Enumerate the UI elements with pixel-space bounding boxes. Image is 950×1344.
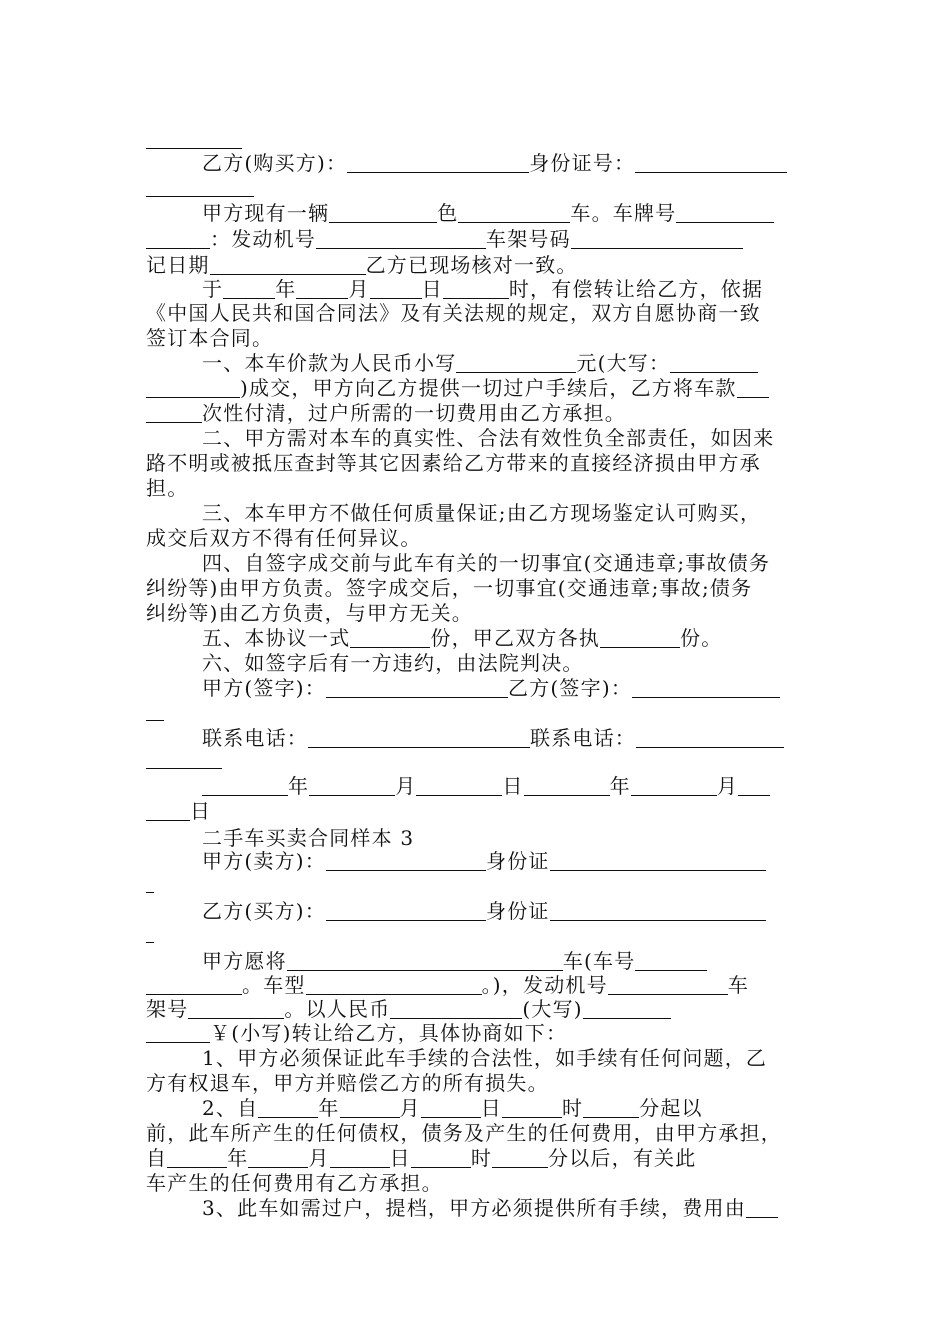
transfer-line: 甲方愿将 车(车号 [202,948,808,974]
blank-line [146,148,242,149]
signature-line: 甲方(签字)： 乙方(签字)： [202,675,808,701]
phone-line: 联系电话： 联系电话： [202,725,808,751]
blank-line [146,196,254,197]
clause-1-line: 一、本车价款为人民币小写 元(大写： [202,350,808,376]
text-line: 前，此车所产生的任何债权，债务及产生的任何费用，由甲方承担， [146,1121,782,1145]
engine-line: ：发动机号 车架号码 [146,226,808,252]
clause-5-line: 五、本协议一式 份，甲乙双方各执 份。 [202,626,723,650]
item-2-line: 2、自 年 月 日 时 分起以 [202,1096,703,1120]
blank-line [146,942,154,943]
sign-date-line: 年 月 日 年 月 [202,773,808,799]
section-title: 二手车买卖合同样本 3 [202,826,415,850]
clause-6-line: 六、如签字后有一方违约，由法院判决。 [202,651,584,675]
clause-4-line: 四、自签字成交前与此车有关的一切事宜(交通违章;事故债务 [202,551,771,575]
item-1-line: 1、甲方必须保证此车手续的合法性，如手续有任何问题，乙 [202,1046,768,1070]
blank-line [146,768,222,769]
text-line: 方有权退车，甲方并赔偿乙方的所有损失。 [146,1071,549,1095]
text-line: 路不明或被抵压查封等其它因素给乙方带来的直接经济损由甲方承 [146,451,761,475]
text-line: 担。 [146,476,189,500]
text-line: 次性付清，过户所需的一切费用由乙方承担。 [146,400,808,426]
text-line: 日 [146,798,808,824]
blank-line [146,720,164,721]
blank-line [146,892,154,893]
text-line: 《中国人民共和国合同法》及有关法规的规定，双方自愿协商一致 [146,301,761,325]
text-line: 车产生的任何费用有乙方承担。 [146,1171,443,1195]
car-line: 甲方现有一辆 色 车。车牌号 [202,200,808,226]
text-line: 签订本合同。 [146,326,274,350]
clause-2-line: 二、甲方需对本车的真实性、合法有效性负全部责任，如因来 [202,426,775,450]
text-line: 纠纷等)由甲方负责。签字成交后，一切事宜(交通违章;事故;债务 [146,576,753,600]
text-line: 架号 。以人民币 (大写) [146,996,808,1022]
text-line: 自 年 月 日 时 分以后，有关此 [146,1146,697,1170]
clause-3-line: 三、本车甲方不做任何质量保证;由乙方现场鉴定认可购买， [202,501,762,525]
text-line: 。车型 。)，发动机号 车 [146,972,808,998]
text-line: ￥(小写)转让给乙方，具体协商如下： [146,1020,808,1046]
seller-line: 甲方(卖方)： 身份证 [202,848,808,874]
register-line: 记日期 乙方已现场核对一致。 [146,253,578,277]
text-line: 成交后双方不得有任何异议。 [146,526,422,550]
text-line: 纠纷等)由乙方负责，与甲方无关。 [146,601,474,625]
item-3-line: 3、此车如需过户，提档，甲方必须提供所有手续，费用由 [202,1195,808,1221]
date-line: 于 年 月 日 时，有偿转让给乙方，依据 [202,277,764,301]
text-line: )成交，甲方向乙方提供一切过户手续后，乙方将车款 [146,375,808,401]
buyer-line-2: 乙方(买方)： 身份证 [202,898,808,924]
buyer-line: 乙方(购买方)： 身份证号： [202,150,808,176]
